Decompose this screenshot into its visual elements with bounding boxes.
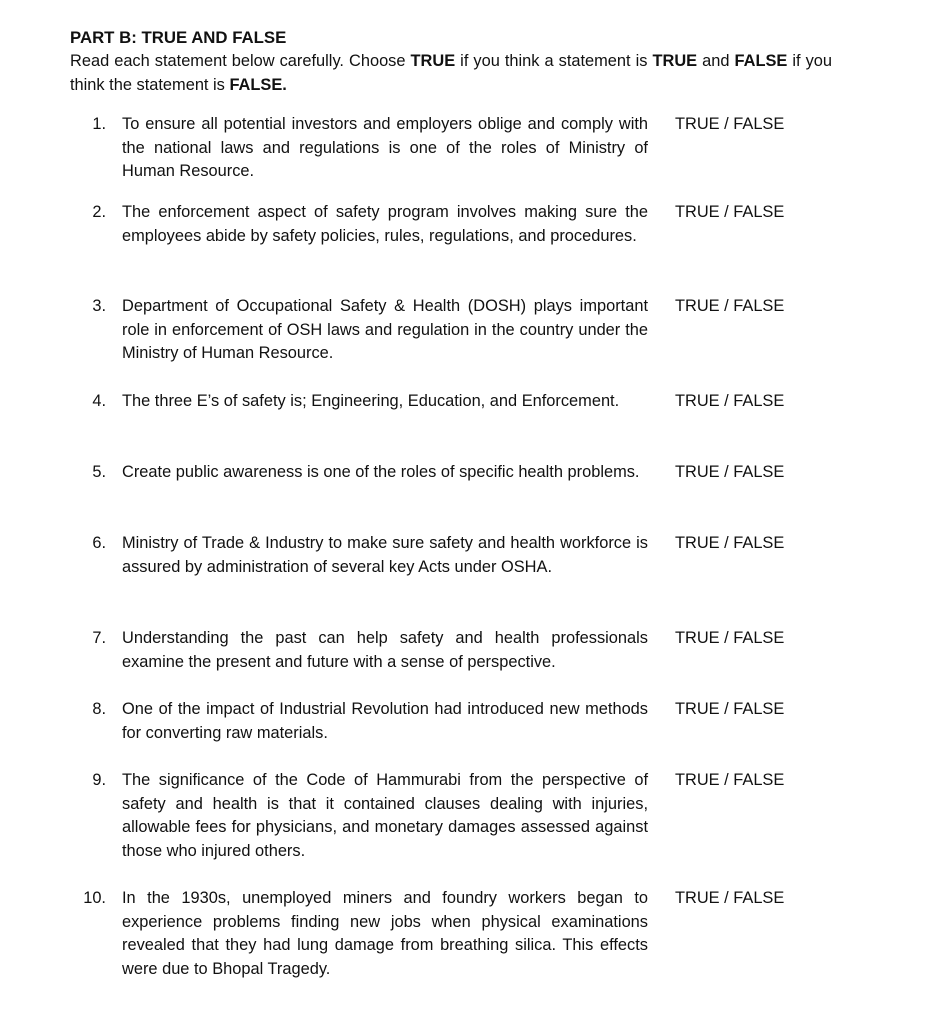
true-false-choice[interactable]: TRUE / FALSE [675,889,785,907]
question-number: 4. [92,392,106,410]
instructions-text: if you think the statement is [70,52,832,94]
true-false-choice[interactable]: TRUE / FALSE [675,392,785,410]
question-number: 2. [92,203,106,221]
question-number: 6. [92,534,106,552]
true-false-choice[interactable]: TRUE / FALSE [675,297,785,315]
true-false-choice[interactable]: TRUE / FALSE [675,534,785,552]
instructions-emphasis: TRUE [410,52,456,70]
question-number: 5. [92,463,106,481]
question-statement: Understanding the past can help safety and health professionals examine the present and future with a sense of perspective. [122,629,648,671]
true-false-choice[interactable]: TRUE / FALSE [675,115,785,133]
instructions-emphasis: FALSE [734,52,788,70]
question-statement: Create public awareness is one of the roles of specific health problems. [122,463,640,481]
question-statement: The three E’s of safety is; Engineering, Education, and Enforcement. [122,392,620,410]
instructions-paragraph [70,50,832,97]
question-number: 8. [92,700,106,718]
question-number: 7. [92,629,106,647]
instructions-text: Read each statement below carefully. Choose [70,52,411,70]
question-statement: Department of Occupational Safety & Health (DOSH) plays important role in enforcement of OSH laws and regulation in the country under the Ministry of Human Resource. [122,297,648,362]
part-title: PART B: TRUE AND FALSE [70,28,287,47]
question-number: 10. [83,889,106,907]
question-statement: Ministry of Trade & Industry to make sure safety and health workforce is assured by administration of several key Acts under OSHA. [122,534,648,576]
question-number: 9. [92,771,106,789]
question-statement: The significance of the Code of Hammurabi from the perspective of safety and health is that it contained clauses dealing with injuries, allowable fees for physicians, and monetary damages assessed against those who injured others. [122,771,648,860]
true-false-choice[interactable]: TRUE / FALSE [675,771,785,789]
question-statement: In the 1930s, unemployed miners and foundry workers began to experience problems finding new jobs when physical examinations revealed that they had lung damage from breathing silica. This effects were due to Bhopal Tragedy. [122,889,648,978]
true-false-choice[interactable]: TRUE / FALSE [675,629,785,647]
true-false-choice[interactable]: TRUE / FALSE [675,700,785,718]
instructions-emphasis: TRUE [652,52,698,70]
question-statement: One of the impact of Industrial Revolution had introduced new methods for converting raw materials. [122,700,648,742]
instructions-text: and [697,52,735,70]
question-statement: To ensure all potential investors and employers oblige and comply with the national laws and regulations is one of the roles of Ministry of Human Resource. [122,115,648,180]
instructions-emphasis: FALSE. [229,75,287,94]
instructions-text: if you think a statement is [455,52,653,70]
question-number: 1. [92,115,106,133]
true-false-choice[interactable]: TRUE / FALSE [675,463,785,481]
question-statement: The enforcement aspect of safety program involves making sure the employees abide by safety policies, rules, regulations, and procedures. [122,203,648,245]
true-false-choice[interactable]: TRUE / FALSE [675,203,785,221]
question-number: 3. [92,297,106,315]
